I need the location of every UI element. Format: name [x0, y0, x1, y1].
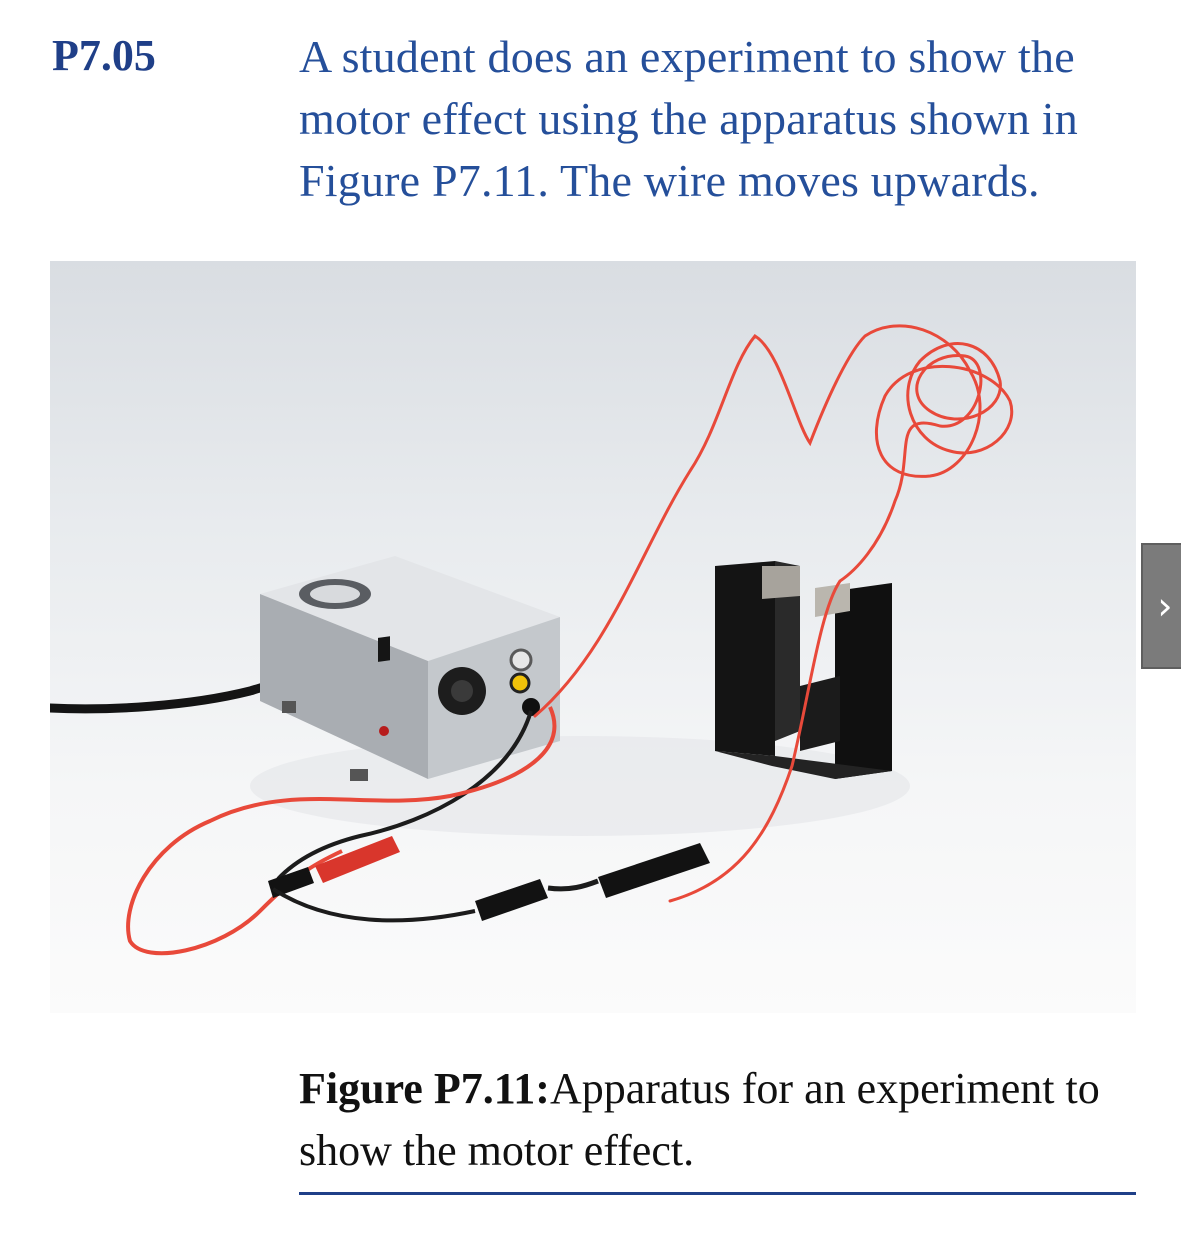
u-shaped-magnet	[715, 561, 892, 779]
black-connector-right	[598, 843, 710, 898]
table-shadow	[250, 736, 910, 836]
figure-photo-apparatus	[50, 261, 1136, 1013]
question-text: A student does an experiment to show the motor effect using the apparatus shown in Figure P7.11. The wire moves upwards.	[299, 31, 1078, 206]
next-page-button[interactable]	[1141, 543, 1181, 669]
question-number: P7.05	[52, 31, 156, 80]
caption-divider	[299, 1192, 1136, 1195]
power-indicator	[379, 726, 389, 736]
caption-text: Apparatus for an experiment to show the motor effect.	[299, 1064, 1100, 1175]
figure-caption	[299, 1058, 1119, 1182]
black-connector-left	[268, 867, 314, 898]
black-connector-mid	[475, 879, 548, 921]
chevron-right-icon: ›	[1157, 584, 1173, 628]
caption-label: Figure P7.11:	[299, 1064, 550, 1113]
